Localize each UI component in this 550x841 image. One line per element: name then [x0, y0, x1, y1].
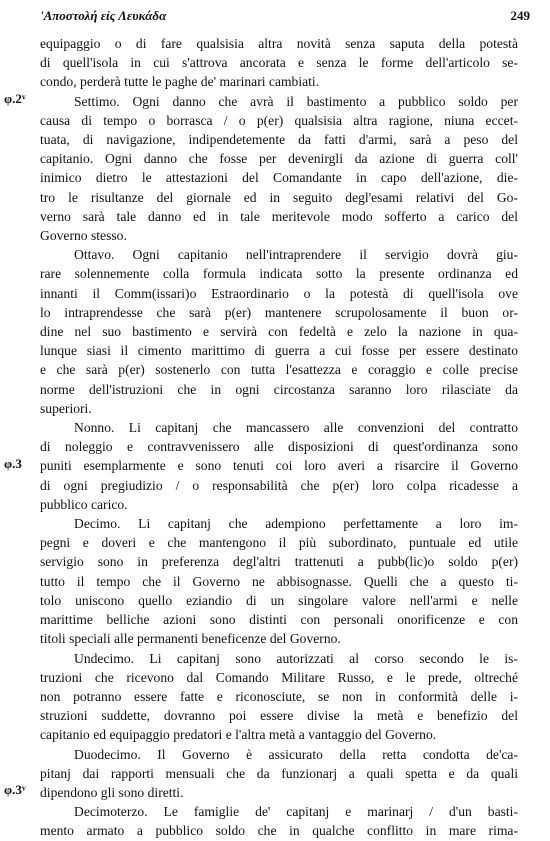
- text-line: pitanj dai rapporti mensuali che da funzionarj a quali spetta e da quali: [40, 765, 518, 781]
- text-line: truzioni che ricevono dal Comando Militare Russo, e le prede, oltreché: [40, 669, 518, 685]
- text-line: Undecimo. Li capitanj sono autorizzati al corso secondo le is-: [74, 650, 518, 666]
- text-line: titoli speciali alle permanenti beneficenze del Governo.: [40, 631, 341, 647]
- margin-note-folio: φ.3: [4, 456, 22, 471]
- text-line: verno sarà tale danno ed in tale meritevole modo sofferto a carico del: [40, 208, 518, 224]
- text-line: tutto il tempo che il Governo ne abbisognasse. Quelli che a questo ti-: [40, 573, 518, 589]
- text-line: mento armato a pubblico soldo che in qualche conflitto in mare rima-: [40, 823, 518, 839]
- text-line: condo, perderà tutte le paghe de' marinari cambiati.: [40, 74, 320, 90]
- text-line: Nonno. Li capitanj che mancassero alle convenzioni del contratto: [74, 420, 518, 436]
- text-line: lo intraprendesse che sarà p(er) mantenere scrupolosamente il buon or-: [40, 304, 518, 320]
- body-text: [40, 34, 518, 841]
- text-line: rare solennemente colla formula indicata sotto la presente ordinanza ed: [40, 266, 518, 282]
- text-line: equipaggio o di fare qualsisia altra novità senza saputa della potestà: [40, 36, 518, 51]
- text-line: innanti il Comm(issari)o Estraordinario o la potestà di quell'isola ove: [40, 285, 518, 301]
- text-line: Decimo. Li capitanj che adempiono perfettamente a loro im-: [74, 516, 518, 532]
- text-line: struzioni suddette, dovranno poi essere divise la metà e benefizio del: [40, 708, 518, 724]
- text-line: tro le risultanze del giornale ed in seguito degl'esami relativi del Go-: [40, 189, 518, 205]
- text-line: superiori.: [40, 400, 92, 416]
- text-line: marittime belliche azioni sono distinti con personali onorificenze e con: [40, 612, 518, 628]
- margin-note-folio: φ.3ᵛ: [4, 782, 26, 797]
- text-line: e che sarà p(er) sostenerlo con tutta l'esattezza e coraggio e colle precise: [40, 362, 518, 378]
- text-line: tuata, di navigazione, indipendetemente da fatti d'armi, sarà a peso del: [40, 132, 518, 148]
- text-line: non potranno essere fatte e riconosciute, se non in conformità delle i-: [40, 688, 518, 704]
- page-number: 249: [510, 8, 530, 23]
- text-line: capitanio ed equipaggio predatori e l'altra metà a vantaggio del Governo.: [40, 727, 437, 743]
- text-line: di quell'isola in cui s'attrova ancorata e senza le forme dell'articolo se-: [40, 55, 518, 71]
- text-line: dine nel suo bastimento e servirà con fedeltà e zelo la nazione in qua-: [40, 324, 518, 340]
- text-line: capitanio. Ogni danno che fosse per devenirgli da azione di guerra coll': [40, 151, 518, 167]
- text-line: norme dell'istruzioni che in ogni circostanza saranno loro rilasciate da: [40, 381, 518, 397]
- text-line: Governo stesso.: [40, 228, 127, 244]
- text-line: dipendono gli sono diretti.: [40, 784, 184, 800]
- text-line: causa di tempo o borrasca / o p(er) qualsisia altra ragione, niuna eccet-: [40, 112, 518, 128]
- text-line: tolo uniscono quello eziandio di un singolare valore nell'armi e nelle: [40, 592, 518, 608]
- text-line: Decimoterzo. Le famiglie de' capitanj e marinarj / d'un basti-: [74, 804, 518, 820]
- text-line: di noleggio e contravvenissero alle disposizioni di quest'ordinanza sono: [40, 439, 518, 455]
- text-line: Settimo. Ogni danno che avrà il bastimento a pubblico soldo per: [74, 93, 518, 109]
- text-line: Duodecimo. Il Governo è assicurato della retta condotta de'ca-: [74, 746, 518, 762]
- text-line: pubblico carico.: [40, 496, 128, 512]
- text-line: puniti esemplarmente e sono tenuti coi loro averi a risarcire il Governo: [40, 458, 518, 474]
- text-line: servigio sono in preferenza degl'altri trattenuti a pubb(lic)o soldo p(er): [40, 554, 518, 570]
- text-line: inimico dietro le attestazioni del Comandante in capo dell'azione, die-: [40, 170, 518, 186]
- running-title: 'Αποστολή εἰς Λευκάδα: [40, 8, 167, 23]
- text-line: Ottavo. Ogni capitanio nell'intraprendere il servigio dovrà giu-: [74, 247, 518, 263]
- text-line: lunque siasi il cimento marittimo di guerra a cui fosse per essere destinato: [40, 343, 518, 359]
- margin-note-folio: φ.2ᵛ: [4, 91, 26, 106]
- text-line: di ogni pregiudizio / o responsabilità che p(er) loro colpa ricadesse a: [40, 477, 518, 493]
- text-line: pegni e doveri e che mantengono il più subordinato, puntuale ed utile: [40, 535, 518, 551]
